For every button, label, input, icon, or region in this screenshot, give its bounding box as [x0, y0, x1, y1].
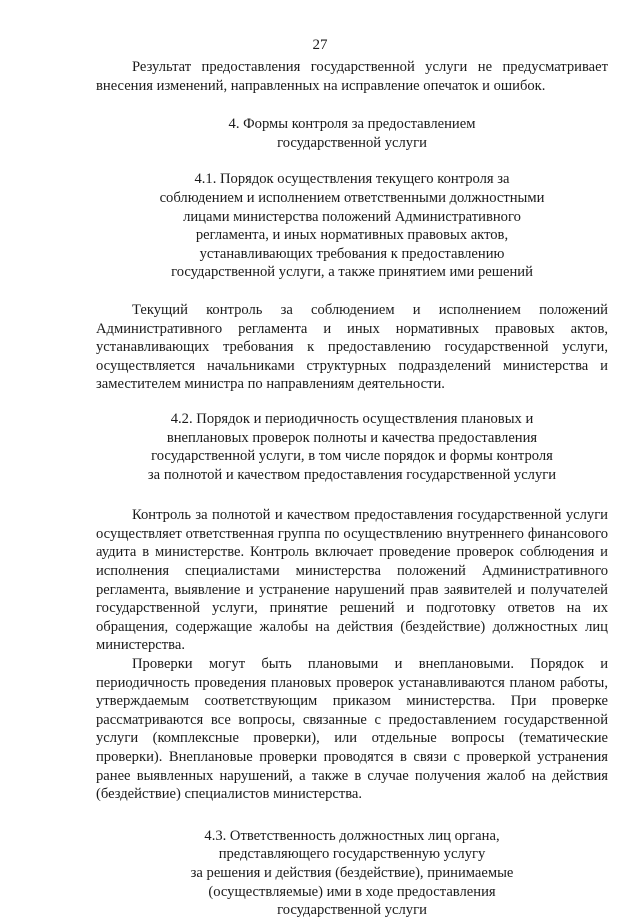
section-4-3-title-line: 4.3. Ответственность должностных лиц органа,	[204, 827, 500, 844]
section-4-1-title-line: государственной услуги, а также принятием ими решений	[171, 264, 533, 281]
section-4-1-title-line: устанавливающих требования к предоставлению	[199, 245, 505, 262]
section-4-3-title-line: за решения и действия (бездействие), принимаемые	[190, 864, 514, 881]
page-number: 27	[312, 37, 328, 53]
section-4-1-title-line: регламента, и иных нормативных правовых актов,	[195, 227, 509, 244]
section-4-title-line: государственной услуги	[277, 134, 427, 151]
section-4-2-title	[96, 410, 608, 484]
section-4-2-title-line: за полнотой и качеством предоставления государственной услуги	[147, 466, 557, 483]
section-4-title	[96, 115, 608, 152]
section-4-1-title	[96, 170, 608, 282]
section-4-3-title	[96, 827, 608, 920]
section-4-1-title-line: соблюдением и исполнением ответственными должностными	[159, 189, 545, 206]
section-4-3-title-line: представляющего государственную услугу	[218, 846, 486, 863]
section-4-2-title-line: внеплановых проверок полноты и качества предоставления	[166, 429, 538, 446]
page-content	[96, 58, 608, 920]
section-4-2-title-line: государственной услуги, в том числе порядок и формы контроля	[151, 448, 553, 465]
section-4-1-title-line: 4.1. Порядок осуществления текущего контроля за	[194, 171, 510, 188]
section-4-3-title-line: государственной услуги	[277, 902, 427, 919]
section-4-1-title-line: лицами министерства положений Административного	[183, 208, 521, 225]
section-4-1-paragraph: Текущий контроль за соблюдением и исполнением положений Административного регламента и иных нормативных правовых актов, устанавливающих требования к предоставлению государственной услуги, осуществляется начальниками структурных подразделений министерства и заместителем министра по направлениям деятельности.	[96, 301, 608, 393]
section-4-2-paragraph-1: Контроль за полнотой и качеством предоставления государственной услуги осуществляет ответственная группа по осуществлению внутреннего финансового аудита в министерстве. Контроль включает проведение проверок соблюдения и исполнения специалистами министерства положений Административного регламента, выявление и устранение нарушений прав заявителей и получателей государственной услуги, принятие решений и подготовку ответов на их обращения, содержащие жалобы на действия (бездействие) должностных лиц министерства.	[96, 507, 608, 654]
intro-paragraph: Результат предоставления государственной услуги не предусматривает внесения изменений, направленных на исправление опечаток и ошибок.	[96, 59, 608, 94]
section-4-2-paragraph-2: Проверки могут быть плановыми и внеплановыми. Порядок и периодичность проведения плановых проверок устанавливаются планом работы, утверждаемым соответствующим приказом министерства. При проверке рассматриваются все вопросы, связанные с предоставлением государственной услуги (комплексные проверки), или отдельные вопросы (тематические проверки). Внеплановые проверки проводятся в связи с проверкой устранения ранее выявленных нарушений, а также в случае получения жалоб на действия (бездействие) специалистов министерства.	[96, 656, 608, 803]
section-4-2-title-line: 4.2. Порядок и периодичность осуществления плановых и	[170, 410, 534, 427]
section-4-3-title-line: (осуществляемые) ими в ходе предоставления	[208, 883, 496, 900]
section-4-title-line: 4. Формы контроля за предоставлением	[228, 116, 476, 133]
